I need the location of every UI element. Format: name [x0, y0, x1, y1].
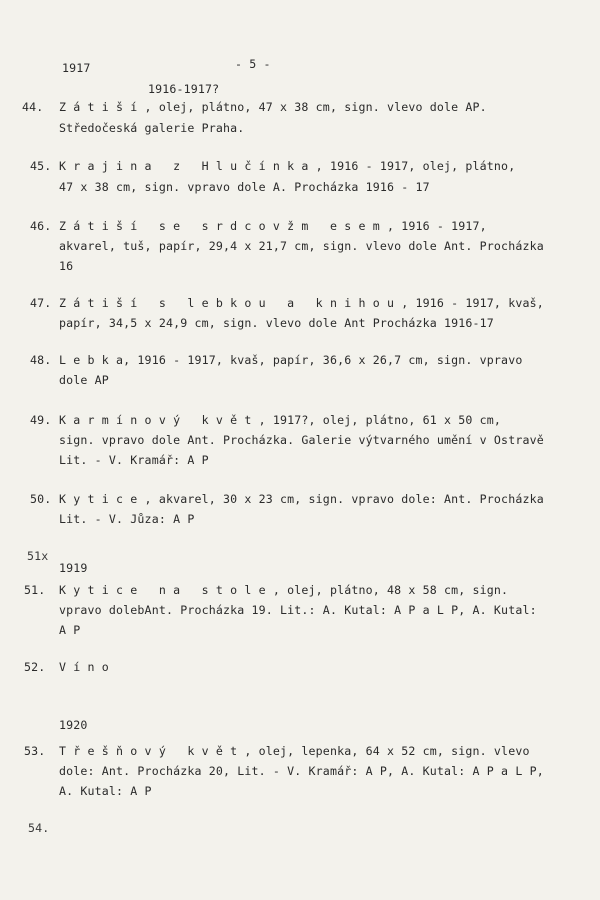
- entry-number: 50.: [30, 492, 52, 506]
- entry-line: T ř e š ň o v ý k v ě t , olej, lepenka, 64 x 52 cm, sign. vlevo: [59, 744, 530, 758]
- entry-line: dole AP: [59, 373, 109, 387]
- entry-line: 47 x 38 cm, sign. vpravo dole A. Procházka 1916 - 17: [59, 180, 430, 194]
- entry-line: Lit. - V. Jůza: A P: [59, 512, 195, 526]
- entry-number: 44.: [22, 100, 44, 114]
- entry-line: K r a j i n a z H l u č í n k a , 1916 - 1917, olej, plátno,: [59, 159, 516, 173]
- entry-line: dole: Ant. Procházka 20, Lit. - V. Kramář: A P, A. Kutal: A P a L P,: [59, 764, 544, 778]
- header-year-range: 1916-1917?: [148, 82, 220, 96]
- entry-number: 52.: [24, 660, 46, 674]
- entry-line: L e b k a, 1916 - 1917, kvaš, papír, 36,6 x 26,7 cm, sign. vpravo: [59, 353, 523, 367]
- entry-line: sign. vpravo dole Ant. Procházka. Galerie výtvarného umění v Ostravě: [59, 433, 544, 447]
- entry-line: vpravo dolebAnt. Procházka 19. Lit.: A. Kutal: A P a L P, A. Kutal:: [59, 603, 537, 617]
- entry-line: 16: [59, 259, 74, 273]
- entry-line: Lit. - V. Kramář: A P: [59, 453, 209, 467]
- header-year: 1917: [62, 61, 91, 75]
- entry-line: A. Kutal: A P: [59, 784, 152, 798]
- entry-line: V í n o: [59, 660, 109, 674]
- entry-line: Z á t i š í s l e b k o u a k n i h o u , 1916 - 1917, kvaš,: [59, 296, 544, 310]
- entry-line: akvarel, tuš, papír, 29,4 x 21,7 cm, sign. vlevo dole Ant. Procházka: [59, 239, 544, 253]
- page-number: - 5 -: [235, 57, 271, 71]
- entry-number: 47.: [30, 296, 52, 310]
- entry-line: Středočeská galerie Praha.: [59, 121, 245, 135]
- entry-number: 53.: [24, 744, 46, 758]
- entry-line: Z á t i š í s e s r d c o v ž m e s e m , 1916 - 1917,: [59, 219, 487, 233]
- entry-line: K y t i c e n a s t o l e , olej, plátno, 48 x 58 cm, sign.: [59, 583, 509, 597]
- entry-line: Z á t i š í , olej, plátno, 47 x 38 cm, sign. vlevo dole AP.: [59, 100, 487, 114]
- entry-number: 49.: [30, 413, 52, 427]
- entry-line: papír, 34,5 x 24,9 cm, sign. vlevo dole Ant Procházka 1916-17: [59, 316, 494, 330]
- entry-line: K y t i c e , akvarel, 30 x 23 cm, sign. vpravo dole: Ant. Procházka: [59, 492, 544, 506]
- year-heading: 1920: [59, 718, 88, 732]
- struck-out-mark: 51x: [27, 549, 49, 563]
- year-heading: 1919: [59, 561, 88, 575]
- struck-out-mark: 54.: [28, 821, 50, 835]
- entry-line: K a r m í n o v ý k v ě t , 1917?, olej, plátno, 61 x 50 cm,: [59, 413, 502, 427]
- entry-number: 51.: [24, 583, 46, 597]
- entry-line: A P: [59, 623, 81, 637]
- entry-number: 48.: [30, 353, 52, 367]
- entry-number: 46.: [30, 219, 52, 233]
- entry-number: 45.: [30, 159, 52, 173]
